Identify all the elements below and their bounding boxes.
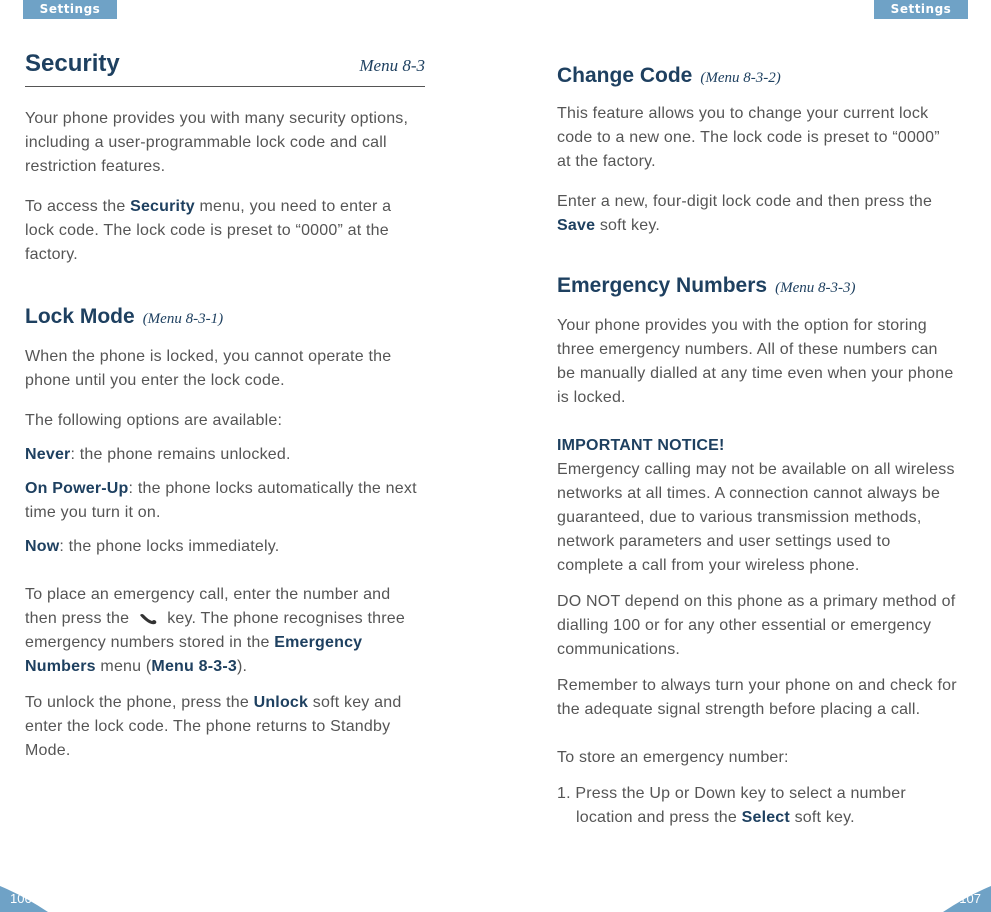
security-heading xyxy=(25,50,425,87)
change-code-heading: Change Code (Menu 8-3-2) xyxy=(557,64,781,87)
send-key-icon xyxy=(137,612,159,626)
store-step-1: 1. Press the Up or Down key to select a number location and press the Select soft key. xyxy=(557,785,906,826)
emergency-call-text: To place an emergency call, enter the number and then press the key. The phone recognises three emergency numbers stored in the Emergency Numbers menu (Menu 8-3-3). xyxy=(25,586,405,675)
lock-mode-heading: Lock Mode (Menu 8-3-1) xyxy=(25,305,224,328)
notice-text-1: Emergency calling may not be available on all wireless networks at all times. A connection cannot always be guaranteed, due to various transmission methods, network parameters and user settings used to complete a call from your wireless phone. xyxy=(557,461,955,574)
important-notice-title: IMPORTANT NOTICE! xyxy=(557,437,725,454)
security-title: Security xyxy=(25,50,120,77)
option-never: Never: the phone remains unlocked. xyxy=(25,446,291,463)
lock-mode-desc: When the phone is locked, you cannot operate the phone until you enter the lock code. xyxy=(25,348,392,389)
unlock-text: To unlock the phone, press the Unlock soft key and enter the lock code. The phone returns to Standby Mode. xyxy=(25,694,402,759)
option-now: Now: the phone locks immediately. xyxy=(25,538,280,555)
notice-text-3: Remember to always turn your phone on and check for the adequate signal strength before placing a call. xyxy=(557,677,957,718)
settings-tab-right: Settings xyxy=(874,0,968,19)
page-number-left: 106 xyxy=(0,876,48,912)
option-on-power-up: On Power-Up: the phone locks automatically the next time you turn it on. xyxy=(25,480,417,521)
change-code-instructions: Enter a new, four-digit lock code and then press the Save soft key. xyxy=(557,193,933,234)
notice-text-2: DO NOT depend on this phone as a primary method of dialling 100 or for any other essential or emergency communications. xyxy=(557,593,956,658)
security-intro: Your phone provides you with many security options, including a user-programmable lock code and call restriction features. xyxy=(25,110,409,175)
security-access-text: To access the Security menu, you need to enter a lock code. The lock code is preset to “0000” at the factory. xyxy=(25,198,392,263)
emergency-numbers-desc: Your phone provides you with the option for storing three emergency numbers. All of these numbers can be manually dialled at any time even when your phone is locked. xyxy=(557,317,954,406)
page-number-right: 107 xyxy=(943,876,991,912)
settings-tab-left: Settings xyxy=(23,0,117,19)
lock-options-intro: The following options are available: xyxy=(25,412,283,429)
store-intro: To store an emergency number: xyxy=(557,749,789,766)
right-page xyxy=(557,64,957,830)
emergency-numbers-heading: Emergency Numbers (Menu 8-3-3) xyxy=(557,274,856,297)
change-code-desc: This feature allows you to change your current lock code to a new one. The lock code is preset to “0000” at the factory. xyxy=(557,105,940,170)
security-menu-ref: Menu 8-3 xyxy=(359,56,425,75)
left-page xyxy=(25,50,425,763)
